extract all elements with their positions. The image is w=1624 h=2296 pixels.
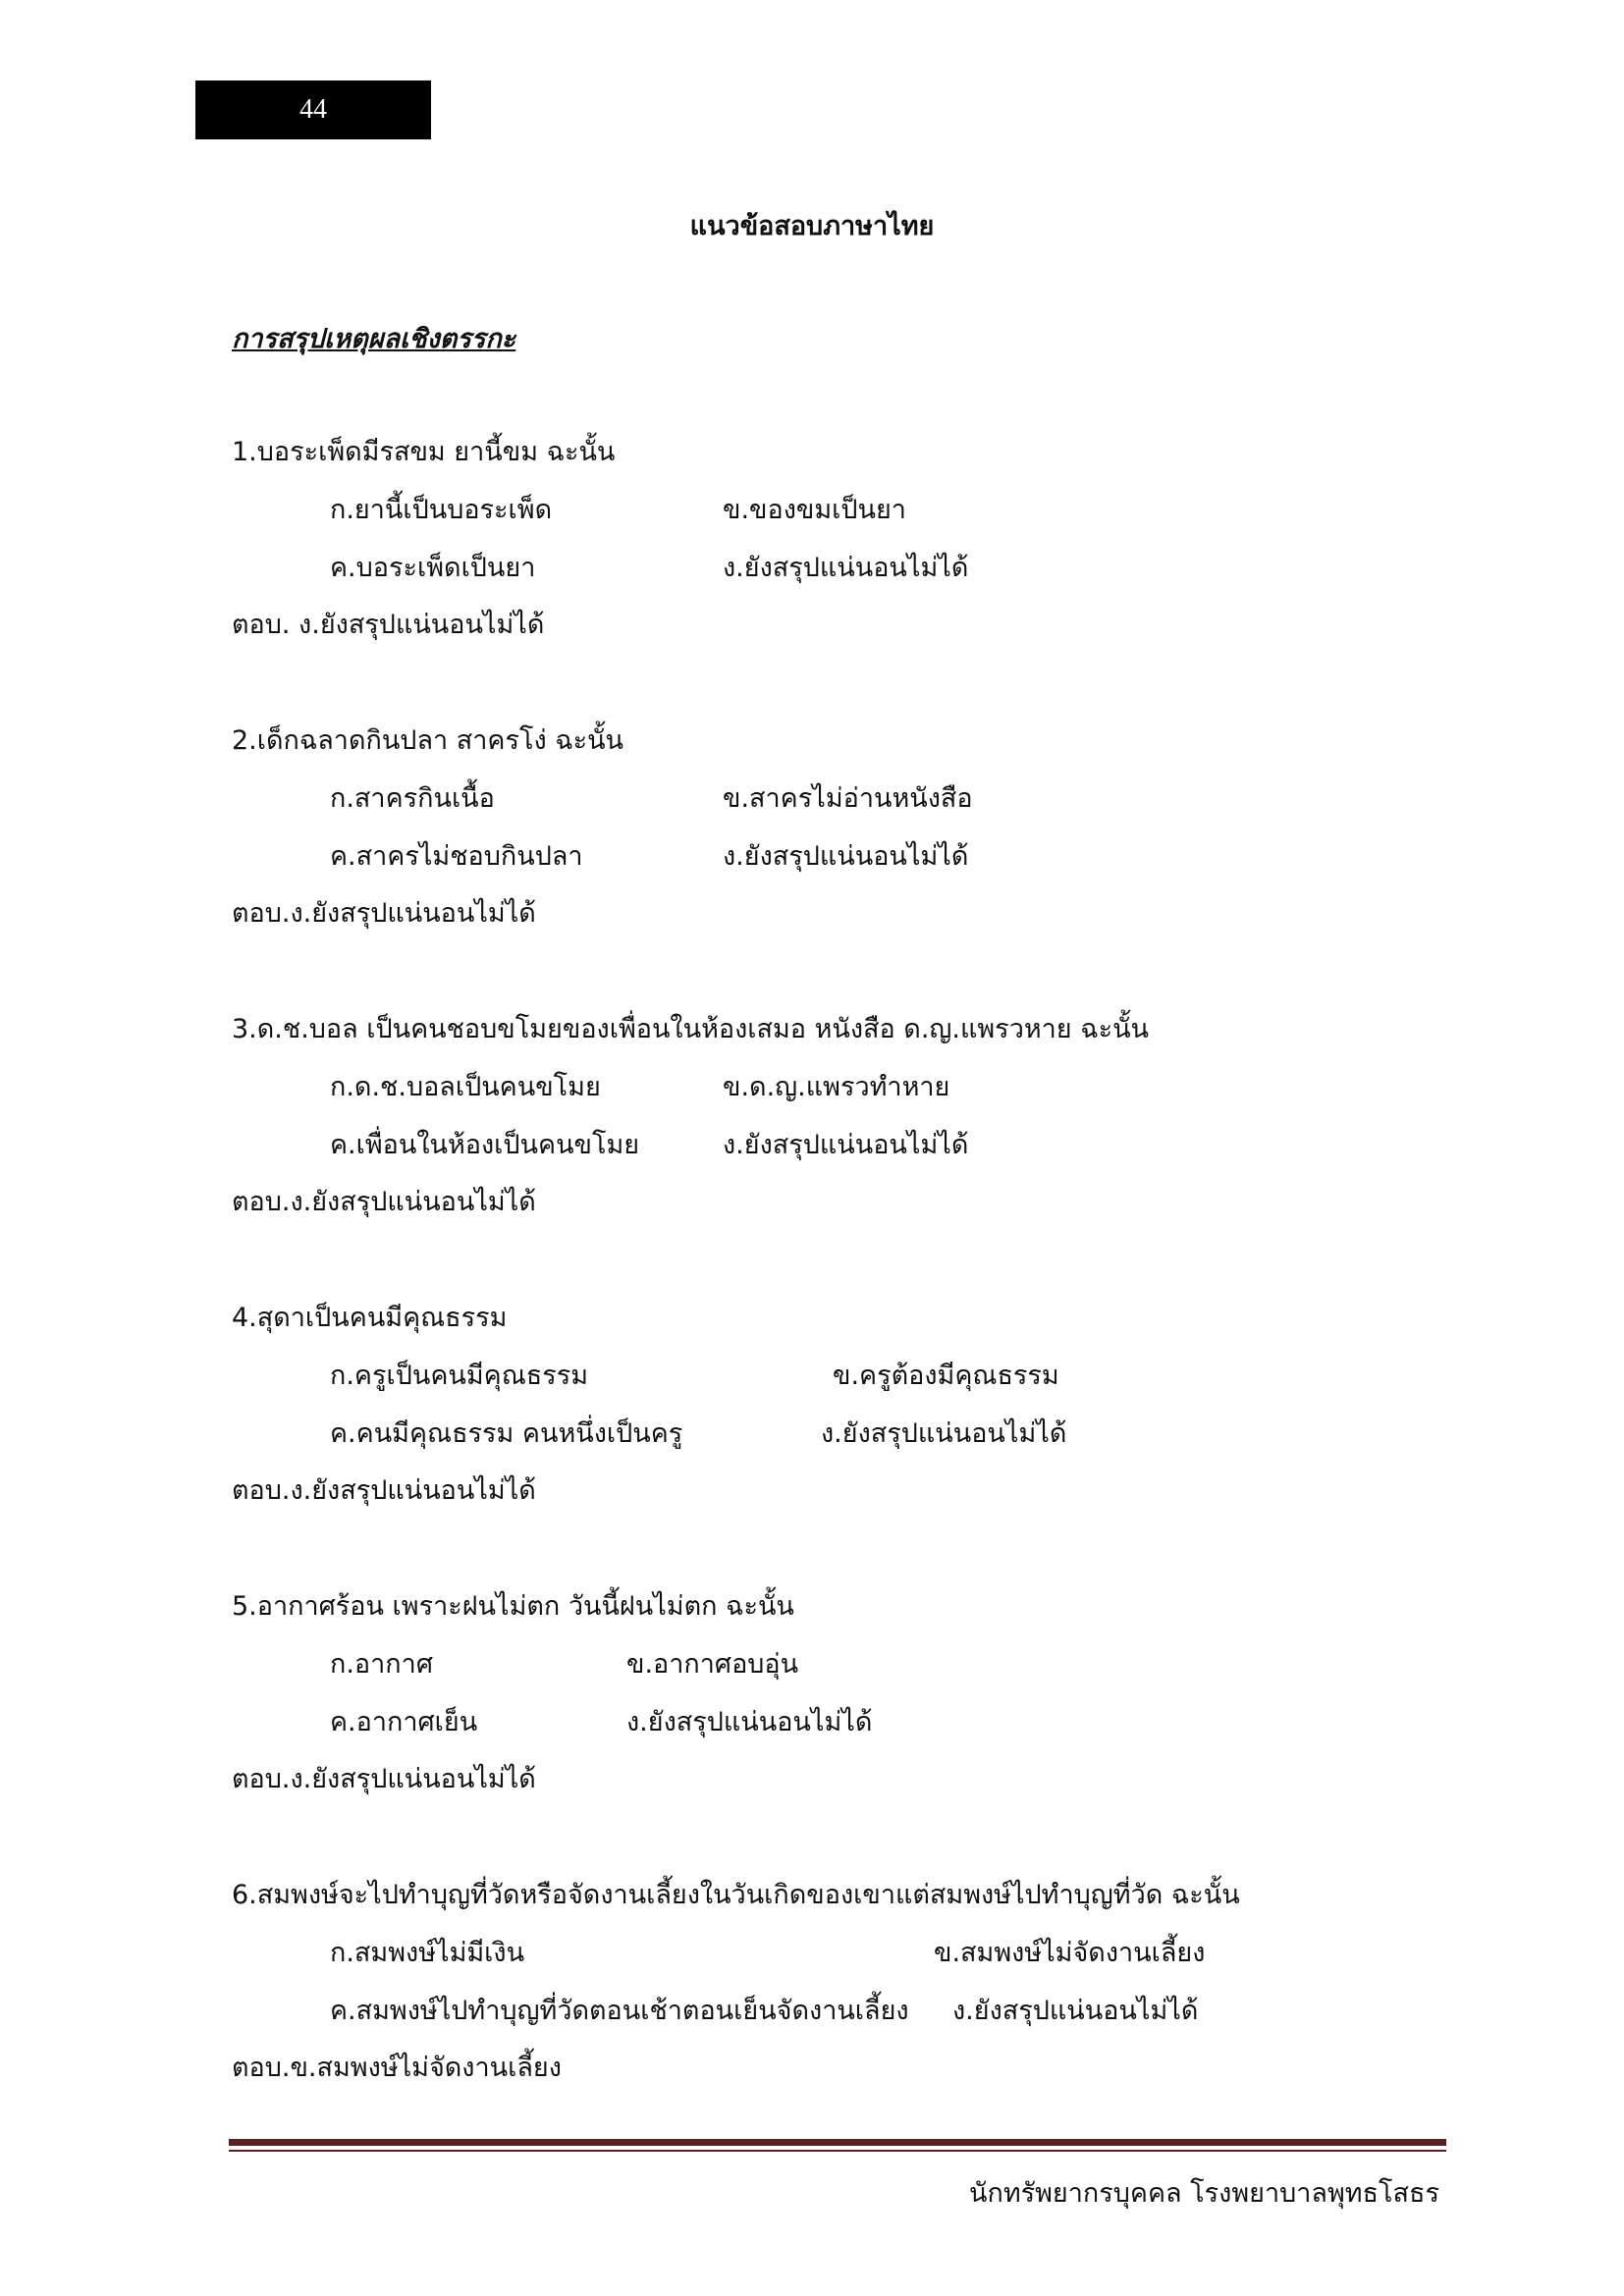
option-row bbox=[232, 1931, 1449, 1989]
option-row bbox=[232, 488, 1449, 546]
question-stem: 3.ด.ช.บอล เป็นคนชอบขโมยของเพื่อนในห้องเสมอ หนังสือ ด.ญ.แพรวหาย ฉะนั้น bbox=[232, 1014, 1150, 1044]
question-2 bbox=[232, 719, 1449, 1007]
option-a: ก.ครูเป็นคนมีคุณธรรม bbox=[330, 1360, 589, 1391]
answer-line: ตอบ.ง.ยังสรุปแน่นอนไม่ได้ bbox=[232, 898, 536, 930]
option-d: ง.ยังสรุปแน่นอนไม่ได้ bbox=[723, 1129, 969, 1160]
footer-divider bbox=[229, 2139, 1446, 2146]
option-b: ข.อากาศอบอุ่น bbox=[626, 1648, 799, 1680]
option-b: ข.ของขมเป็นยา bbox=[723, 494, 906, 525]
question-stem: 5.อากาศร้อน เพราะฝนไม่ตก วันนี้ฝนไม่ตก ฉะนั้น bbox=[232, 1591, 794, 1622]
option-row bbox=[232, 1412, 1449, 1469]
option-a: ก.ยานี้เป็นบอระเพ็ด bbox=[330, 494, 553, 525]
option-b: ข.สาครไม่อ่านหนังสือ bbox=[723, 782, 973, 814]
option-row bbox=[232, 1065, 1449, 1123]
option-c: ค.เพื่อนในห้องเป็นคนขโมย bbox=[330, 1129, 640, 1160]
option-row bbox=[232, 834, 1449, 892]
option-d: ง.ยังสรุปแน่นอนไม่ได้ bbox=[723, 552, 969, 583]
option-row bbox=[232, 1989, 1449, 2047]
answer-line: ตอบ.ง.ยังสรุปแน่นอนไม่ได้ bbox=[232, 1187, 536, 1218]
question-3 bbox=[232, 1007, 1449, 1296]
option-a: ก.อากาศ bbox=[330, 1648, 433, 1680]
option-row bbox=[232, 1354, 1449, 1412]
document-title: แนวข้อสอบภาษาไทย bbox=[689, 211, 935, 241]
question-5 bbox=[232, 1584, 1449, 1873]
question-stem: 4.สุดาเป็นคนมีคุณธรรม bbox=[232, 1303, 508, 1333]
answer-line: ตอบ.ง.ยังสรุปแน่นอนไม่ได้ bbox=[232, 1475, 536, 1507]
question-stem: 6.สมพงษ์จะไปทำบุญที่วัดหรือจัดงานเลี้ยงในวันเกิดของเขาแต่สมพงษ์ไปทำบุญที่วัด ฉะนั้น bbox=[232, 1880, 1240, 1910]
option-b: ข.ด.ญ.แพรวทำหาย bbox=[723, 1071, 950, 1102]
answer-line: ตอบ.ง.ยังสรุปแน่นอนไม่ได้ bbox=[232, 1764, 536, 1795]
question-6 bbox=[232, 1873, 1449, 2162]
option-row bbox=[232, 776, 1449, 834]
option-b: ข.สมพงษ์ไม่จัดงานเลี้ยง bbox=[934, 1937, 1206, 1968]
option-row bbox=[232, 1642, 1449, 1700]
option-d: ง.ยังสรุปแน่นอนไม่ได้ bbox=[723, 840, 969, 872]
question-1 bbox=[232, 430, 1449, 719]
option-a: ก.สาครกินเนื้อ bbox=[330, 782, 495, 814]
option-d: ง.ยังสรุปแน่นอนไม่ได้ bbox=[821, 1417, 1067, 1449]
answer-line: ตอบ. ง.ยังสรุปแน่นอนไม่ได้ bbox=[232, 610, 545, 641]
option-c: ค.อากาศเย็น bbox=[330, 1706, 478, 1737]
option-c: ค.บอระเพ็ดเป็นยา bbox=[330, 552, 536, 583]
question-stem: 2.เด็กฉลาดกินปลา สาครโง่ ฉะนั้น bbox=[232, 725, 624, 756]
page-number: 44 bbox=[299, 94, 327, 125]
option-row bbox=[232, 546, 1449, 604]
option-c: ค.สมพงษ์ไปทำบุญที่วัดตอนเช้าตอนเย็นจัดงานเลี้ยง bbox=[330, 1995, 909, 2026]
option-d: ง.ยังสรุปแน่นอนไม่ได้ bbox=[626, 1706, 873, 1737]
section-heading: การสรุปเหตุผลเชิงตรรกะ bbox=[232, 324, 516, 354]
option-row bbox=[232, 1700, 1449, 1758]
option-a: ก.ด.ช.บอลเป็นคนขโมย bbox=[330, 1071, 601, 1102]
page-number-badge bbox=[195, 80, 431, 139]
option-c: ค.สาครไม่ชอบกินปลา bbox=[330, 840, 583, 872]
option-d: ง.ยังสรุปแน่นอนไม่ได้ bbox=[952, 1995, 1199, 2026]
option-b: ข.ครูต้องมีคุณธรรม bbox=[833, 1360, 1059, 1391]
option-a: ก.สมพงษ์ไม่มีเงิน bbox=[330, 1937, 525, 1968]
question-4 bbox=[232, 1296, 1449, 1584]
footer-divider-thin bbox=[229, 2150, 1446, 2152]
option-row bbox=[232, 1123, 1449, 1181]
question-stem: 1.บอระเพ็ดมีรสขม ยานี้ขม ฉะนั้น bbox=[232, 437, 616, 467]
footer-text: นักทรัพยากรบุคคล โรงพยาบาลพุทธโสธร bbox=[969, 2178, 1439, 2209]
question-list bbox=[232, 430, 1449, 2162]
option-c: ค.คนมีคุณธรรม คนหนึ่งเป็นครู bbox=[330, 1417, 683, 1449]
answer-line: ตอบ.ข.สมพงษ์ไม่จัดงานเลี้ยง bbox=[232, 2053, 562, 2084]
